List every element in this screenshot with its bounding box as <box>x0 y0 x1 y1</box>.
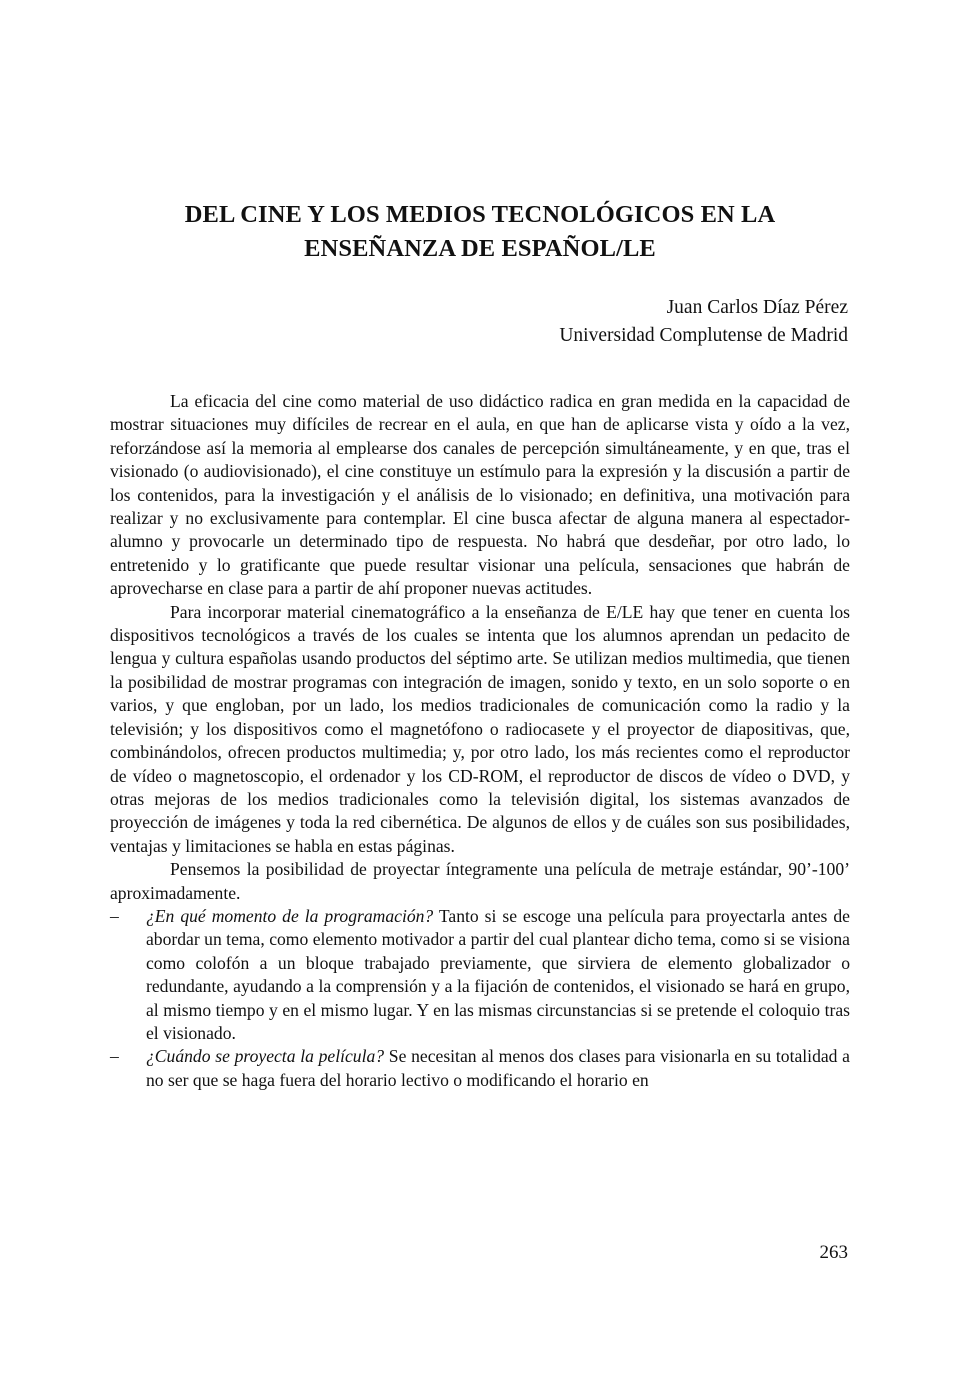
paragraph-3: Pensemos la posibilidad de proyectar íntegramente una película de metraje estándar, 90’-100’ aproximadamente. <box>110 859 850 903</box>
author-block <box>559 294 848 350</box>
list-dash: – <box>110 905 119 926</box>
title-line-1: DEL CINE Y LOS MEDIOS TECNOLÓGICOS EN LA <box>184 201 776 228</box>
paragraph-2: Para incorporar material cinematográfico a la enseñanza de E/LE hay que tener en cuenta los dispositivos tecnológicos a través de los cuales se intenta que los alumnos aprendan un pedacito de lengua y cultura españolas usando productos del séptimo arte. Se utilizan medios multimedia, que tienen la posibilidad de mostrar programas con integración de imagen, sonido y texto, en un solo soporte o en varios, y que engloban, por un lado, los medios tradicionales de comunicación como la radio y la televisión; y los dispositivos como el magnetófono o radiocasete y el proyector de diapositivas, que, combinándolos, ofrecen productos multimedia; y, por otro lado, los más recientes como el reproductor de vídeo o magnetoscopio, el ordenador y los CD-ROM, el reproductor de discos de vídeo o DVD, y otras mejoras de los medios tradicionales como la televisión digital, los sistemas avanzados de proyección de imágenes y toda la red cibernética. De algunos de ellos y de cuáles son sus posibilidades, ventajas y limitaciones se habla en estas páginas. <box>110 601 850 856</box>
list-item-question: ¿Cuándo se proyecta la película? <box>146 1046 385 1067</box>
list-item-text: Tanto si se escoge una película para proyectarla antes de abordar un tema, como elemento motivador a partir del cual plantear dicho tema, como si se visiona como colofón a un bloque trabajado previamente, que sirviera de elemento globalizador o redundante, ayudando a la comprensión y a la fijación de contenidos, el visionado se hará en grupo, al mismo tiempo y en el mismo lugar. Y en las mismas circunstancias si se pretende el coloquio tras el visionado. <box>146 905 850 1043</box>
title-line-2: ENSEÑANZA DE ESPAÑOL/LE <box>304 235 656 262</box>
list-dash: – <box>110 1046 119 1067</box>
article-body <box>110 390 850 1092</box>
article-title <box>100 198 860 266</box>
author-affiliation: Universidad Complutense de Madrid <box>559 325 848 346</box>
author-name: Juan Carlos Díaz Pérez <box>666 297 848 318</box>
list-item <box>110 1045 850 1092</box>
paragraph-1: La eficacia del cine como material de uso didáctico radica en gran medida en la capacidad de mostrar situaciones muy difíciles de recrear en el aula, en que han de aplicarse vista y oído a la vez, reforzándose así la memoria al emplearse dos canales de percepción simultáneamente, y en que, tras el visionado (o audiovisionado), el cine constituye un estímulo para la expresión y la discusión a partir de los contenidos, para la investigación y el análisis de lo visionado; en definitiva, una motivación para realizar y no exclusivamente para contemplar. El cine busca afectar de alguna manera al espectador-alumno y provocarle un determinado tipo de respuesta. No habrá que desdeñar, por otro lado, lo entretenido y lo gratificante que puede resultar visionar una película, sensaciones que habrán de aprovecharse en clase para a partir de ahí proponer nuevas actitudes. <box>110 391 850 599</box>
list-item <box>110 905 850 1045</box>
question-list <box>110 905 850 1092</box>
page-number: 263 <box>819 1242 848 1263</box>
list-item-text: Se necesitan al menos dos clases para visionarla en su totalidad a no ser que se haga fuera del horario lectivo o modificando el horario en <box>146 1046 850 1090</box>
list-item-question: ¿En qué momento de la programación? <box>146 905 434 926</box>
